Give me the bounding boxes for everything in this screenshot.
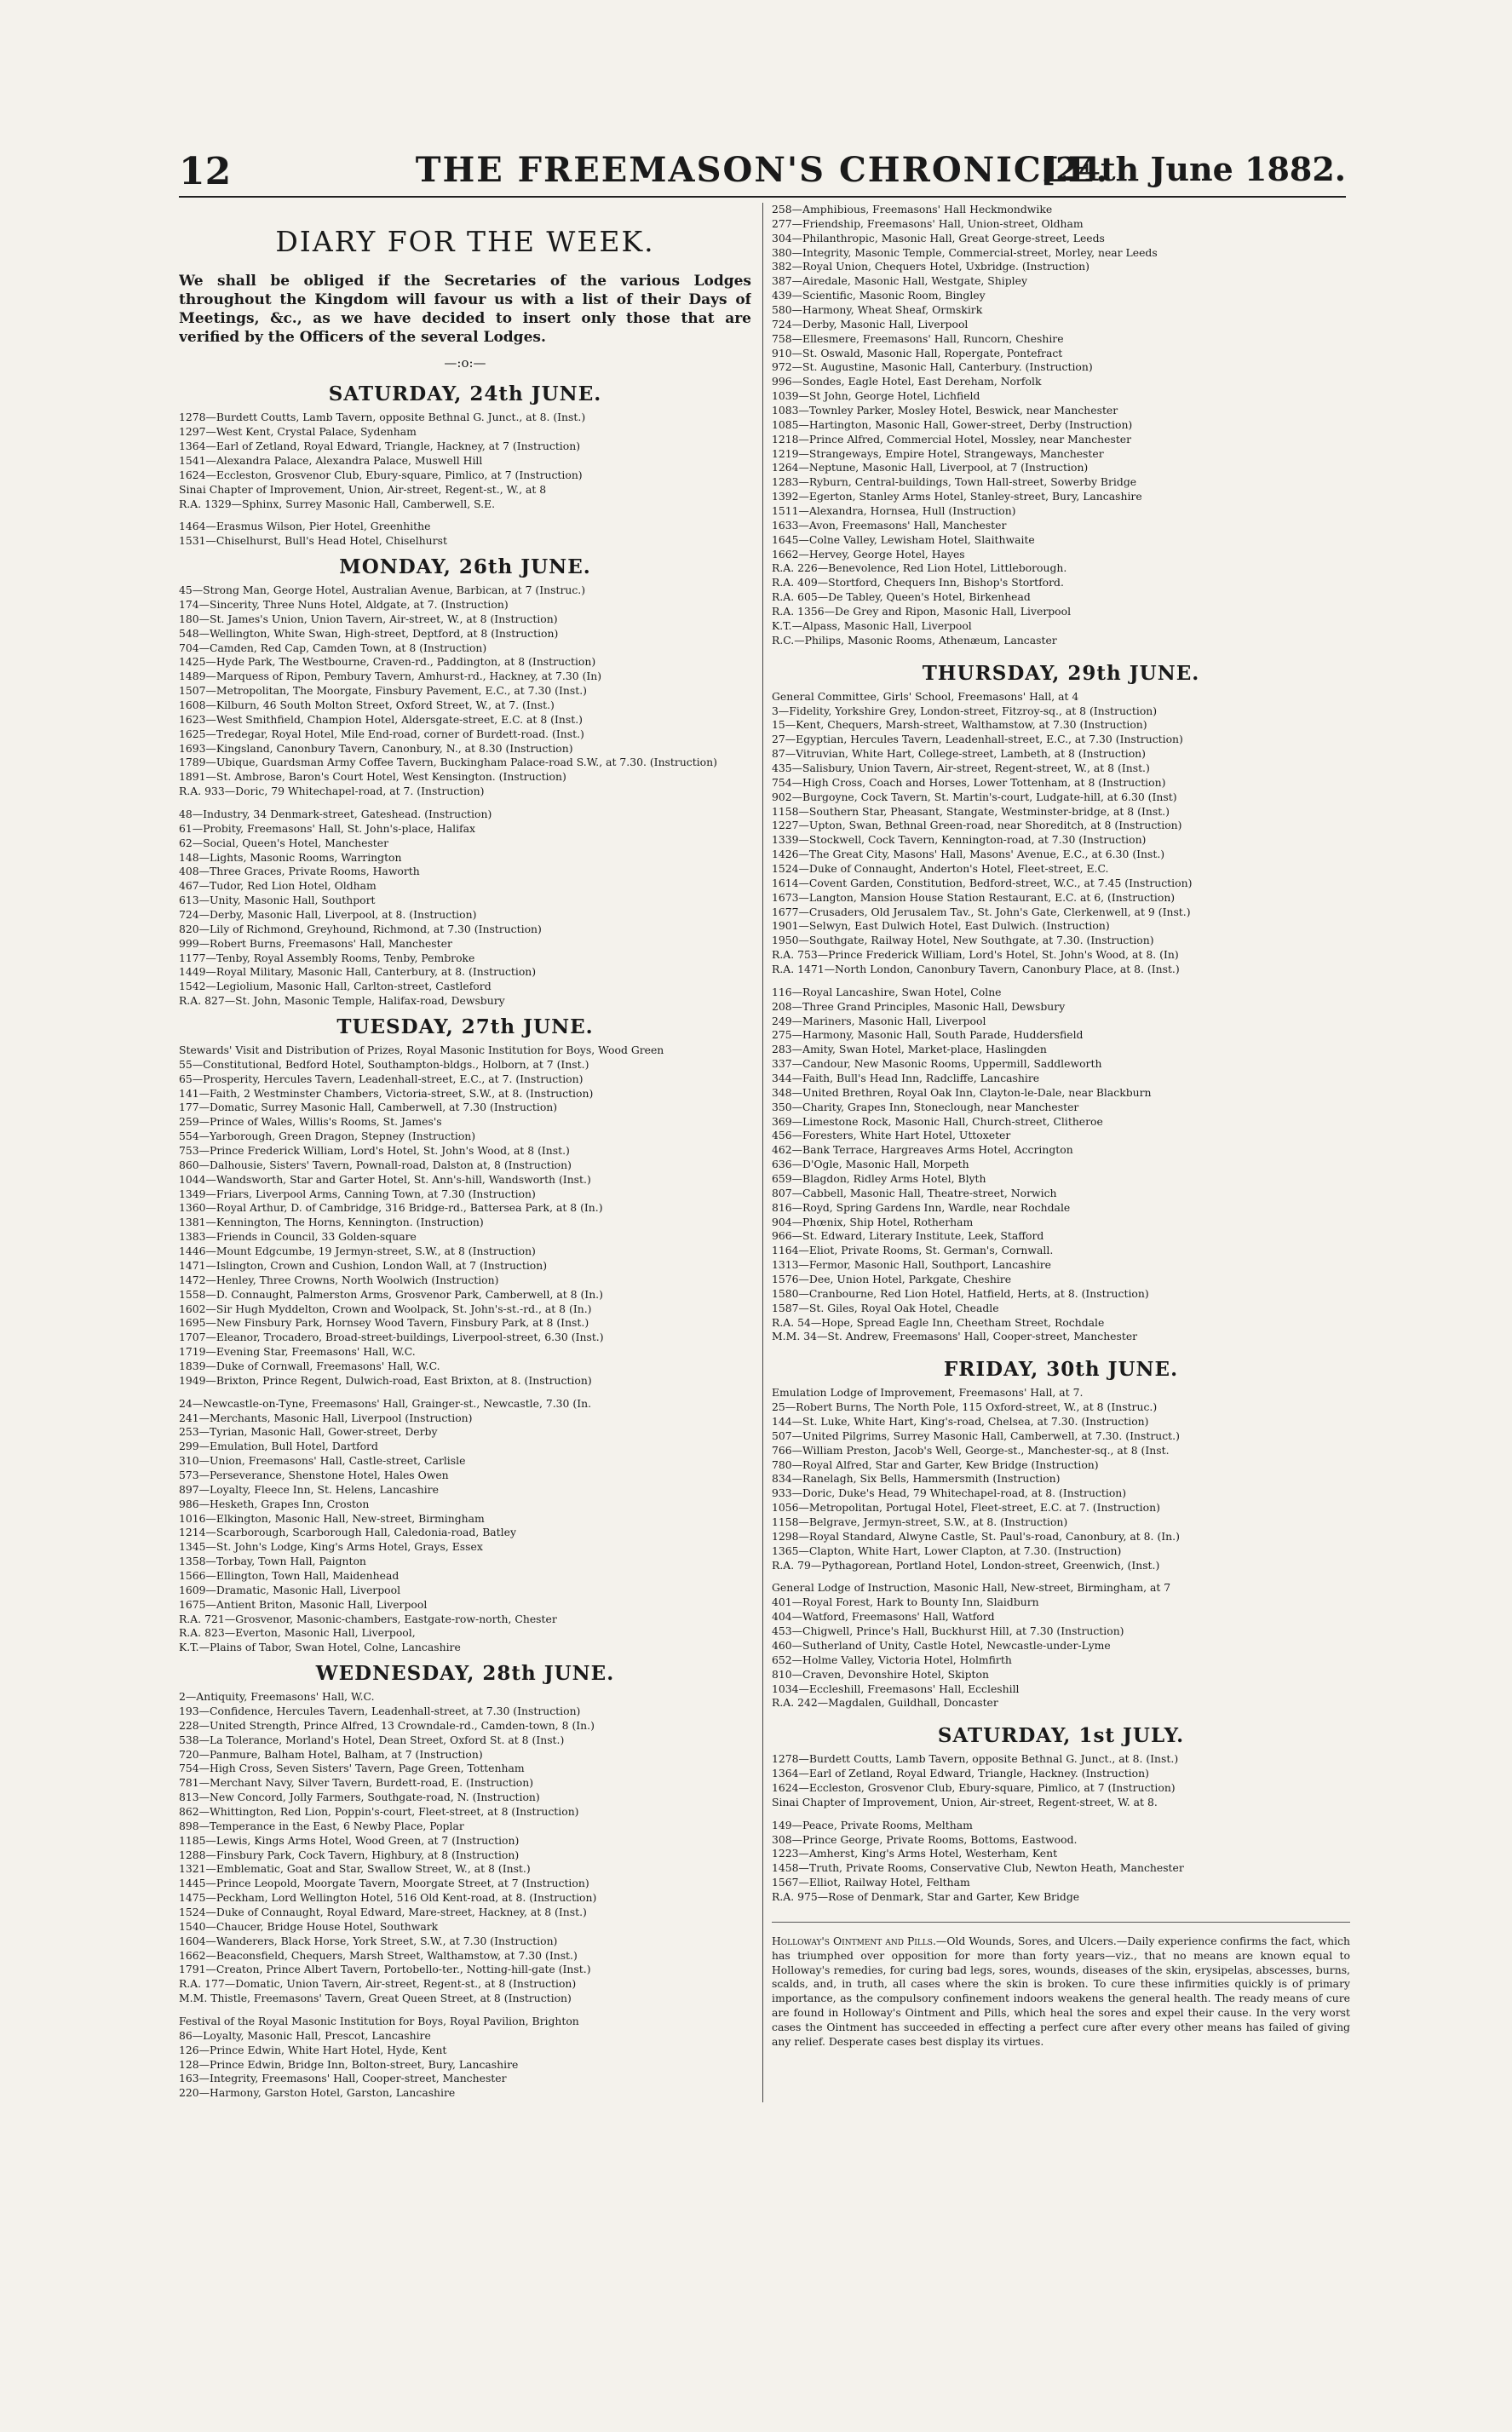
lodge-entry: 144—St. Luke, White Hart, King's-road, Chelsea, at 7.30. (Instruction) <box>772 1415 1149 1429</box>
lodge-entry: 180—St. James's Union, Union Tavern, Air-street, W., at 8 (Instruction) <box>179 612 558 625</box>
lodge-entry: 435—Salisbury, Union Tavern, Air-street, Regent-street, W., at 8 (Inst.) <box>772 761 1150 774</box>
lodge-entry: 259—Prince of Wales, Willis's Rooms, St. James's <box>179 1115 442 1129</box>
lodge-entry: 253—Tyrian, Masonic Hall, Gower-street, Derby <box>179 1425 438 1439</box>
lodge-entry: 1219—Strangeways, Empire Hotel, Strangeways, Manchester <box>772 446 1104 460</box>
lodge-entry: 820—Lily of Richmond, Greyhound, Richmond, at 7.30 (Instruction) <box>179 922 542 935</box>
lodge-entry: 1624—Eccleston, Grosvenor Club, Ebury-square, Pimlico, at 7 (Instruction) <box>772 1780 1176 1794</box>
page-header <box>179 145 1346 198</box>
lodge-entry: 720—Panmure, Balham Hotel, Balham, at 7 (Instruction) <box>179 1747 483 1761</box>
lodge-entry: 1558—D. Connaught, Palmerston Arms, Grosvenor Park, Camberwell, at 8 (In.) <box>179 1287 603 1301</box>
lodge-entry: 387—Airedale, Masonic Hall, Westgate, Shipley <box>772 274 1027 288</box>
lodge-entry: 228—United Strength, Prince Alfred, 13 Crowndale-rd., Camden-town, 8 (In.) <box>179 1718 595 1732</box>
lodge-entry: 1675—Antient Briton, Masonic Hall, Liverpool <box>179 1597 428 1611</box>
lodge-entry: 277—Friendship, Freemasons' Hall, Union-street, Oldham <box>772 216 1084 230</box>
lodge-entry: 1358—Torbay, Town Hall, Paignton <box>179 1555 366 1568</box>
lodge-entry: 966—St. Edward, Literary Institute, Leek, Stafford <box>772 1229 1044 1243</box>
lodge-entry: 208—Three Grand Principles, Masonic Hall, Dewsbury <box>772 999 1066 1013</box>
lodge-entry: 972—St. Augustine, Masonic Hall, Canterbury. (Instruction) <box>772 360 1093 374</box>
lodge-entry: 439—Scientific, Masonic Room, Bingley <box>772 289 986 302</box>
lodge-entry: Emulation Lodge of Improvement, Freemasons' Hall, at 7. <box>772 1386 1084 1400</box>
lodge-entry: 758—Ellesmere, Freemasons' Hall, Runcorn, Cheshire <box>772 331 1064 345</box>
lodge-entry: 1791—Creaton, Prince Albert Tavern, Portobello-ter., Notting-hill-gate (Inst.) <box>179 1963 591 1976</box>
lodge-entry: 1531—Chiselhurst, Bull's Head Hotel, Chiselhurst <box>179 534 447 548</box>
lodge-entry: 27—Egyptian, Hercules Tavern, Leadenhall-street, E.C., at 7.30 (Instruction) <box>772 733 1183 746</box>
lodge-entry: 1446—Mount Edgcumbe, 19 Jermyn-street, S.W., at 8 (Instruction) <box>179 1245 536 1258</box>
lodge-entry: 1445—Prince Leopold, Moorgate Tavern, Moorgate Street, at 7 (Instruction) <box>179 1877 589 1890</box>
lodge-entry: 898—Temperance in the East, 6 Newby Place, Poplar <box>179 1819 464 1832</box>
lodge-entry: 1223—Amherst, King's Arms Hotel, Westerham, Kent <box>772 1847 1058 1860</box>
group-gap <box>179 2006 751 2015</box>
page-number: 12 <box>179 150 232 193</box>
lodge-entry: 128—Prince Edwin, Bridge Inn, Bolton-street, Bury, Lancashire <box>179 2057 519 2071</box>
lodge-entry: 1083—Townley Parker, Mosley Hotel, Beswick, near Manchester <box>772 404 1118 417</box>
day-heading: SATURDAY, 1st JULY. <box>937 1724 1185 1748</box>
lodge-entry: 1339—Stockwell, Cock Tavern, Kennington-road, at 7.30 (Instruction) <box>772 833 1147 847</box>
right-sections <box>772 662 1350 1905</box>
lodge-entry: 1707—Eleanor, Trocadero, Broad-street-buildings, Liverpool-street, 6.30 (Inst.) <box>179 1331 604 1344</box>
lodge-entry: 310—Union, Freemasons' Hall, Castle-street, Carlisle <box>179 1454 466 1468</box>
lodge-entry: 2—Antiquity, Freemasons' Hall, W.C. <box>179 1690 375 1704</box>
lodge-entry: 1056—Metropolitan, Portugal Hotel, Fleet-street, E.C. at 7. (Instruction) <box>772 1501 1160 1515</box>
lodge-entry: 1365—Clapton, White Hart, Lower Clapton, at 7.30. (Instruction) <box>772 1544 1122 1557</box>
lodge-entry: R.A. 177—Domatic, Union Tavern, Air-street, Regent-st., at 8 (Instruction) <box>179 1977 577 1991</box>
lodge-entry: 126—Prince Edwin, White Hart Hotel, Hyde, Kent <box>179 2043 447 2056</box>
lodge-entry: 1383—Friends in Council, 33 Golden-square <box>179 1230 417 1244</box>
lodge-entry: 1789—Ubique, Guardsman Army Coffee Tavern, Buckingham Palace-road S.W., at 7.30. (Instruction) <box>179 756 717 769</box>
lodge-entry: 1264—Neptune, Masonic Hall, Liverpool, at 7 (Instruction) <box>772 461 1089 474</box>
lodge-entry: 3—Fidelity, Yorkshire Grey, London-street, Fitzroy-sq., at 8 (Instruction) <box>772 704 1158 717</box>
lodge-entry: 1693—Kingsland, Canonbury Tavern, Canonbury, N., at 8.30 (Instruction) <box>179 741 573 755</box>
day-heading: SATURDAY, 24th JUNE. <box>328 382 602 406</box>
lodge-entry: 780—Royal Alfred, Star and Garter, Kew Bridge (Instruction) <box>772 1457 1099 1471</box>
group-gap <box>772 1810 1350 1819</box>
lodge-entry: 1624—Eccleston, Grosvenor Club, Ebury-square, Pimlico, at 7 (Instruction) <box>179 468 583 481</box>
lodge-entry: 1566—Ellington, Town Hall, Maidenhead <box>179 1568 400 1582</box>
group-gap <box>179 511 751 520</box>
day-heading: WEDNESDAY, 28th JUNE. <box>315 1662 615 1686</box>
lodge-entry: 862—Whittington, Red Lion, Poppin's-court, Fleet-street, at 8 (Instruction) <box>179 1805 579 1818</box>
lodge-entry: 816—Royd, Spring Gardens Inn, Wardle, near Rochdale <box>772 1200 1071 1214</box>
lodge-entry: 1016—Elkington, Masonic Hall, New-street, Birmingham <box>179 1511 485 1525</box>
lodge-entry: K.T.—Alpass, Masonic Hall, Liverpool <box>772 618 972 632</box>
advert-text: —Old Wounds, Sores, and Ulcers.—Daily experience confirms the fact, which has triumphed over opposition for more than forty years—viz., that no means are known equal to Holloway's remedies, for curing bad legs, sores, wounds, diseases of the skin, erysipelas, abscesses, burns, scalds, and, in truth, all cases where the skin is broken. To cure these infirmities quickly is of primary importance, as the compulsory confinement indoors weakens the general health. The ready means of cure are found in Holloway's Ointment and Pills, which heal the sores and expel their cause. In the very worst cases the Ointment has succeeded in effecting a perfect cure after every other means has failed of giving any relief. Desperate cases best display its virtues. <box>772 1934 1350 2048</box>
lodge-entry: 1524—Duke of Connaught, Royal Edward, Mare-street, Hackney, at 8 (Inst.) <box>179 1906 587 1919</box>
lodge-entry: 1695—New Finsbury Park, Hornsey Wood Tavern, Finsbury Park, at 8 (Inst.) <box>179 1316 589 1330</box>
lodge-entry: 1158—Belgrave, Jermyn-street, S.W., at 8. (Instruction) <box>772 1515 1068 1529</box>
lodge-entry: General Lodge of Instruction, Masonic Hall, New-street, Birmingham, at 7 <box>772 1581 1171 1595</box>
lodge-entry: 62—Social, Queen's Hotel, Manchester <box>179 836 389 849</box>
lodge-entry: 1449—Royal Military, Masonic Hall, Canterbury, at 8. (Instruction) <box>179 965 537 979</box>
lodge-entry: 1297—West Kent, Crystal Palace, Sydenham <box>179 425 417 439</box>
lodge-entry: 652—Holme Valley, Victoria Hotel, Holmfirth <box>772 1653 1012 1666</box>
lodge-entry: R.A. 409—Stortford, Chequers Inn, Bishop's Stortford. <box>772 576 1064 589</box>
lodge-entry: R.A. 933—Doric, 79 Whitechapel-road, at 7. (Instruction) <box>179 785 485 798</box>
lodge-entry: R.A. 753—Prince Frederick William, Lord's Hotel, St. John's Wood, at 8. (In) <box>772 948 1179 962</box>
lodge-entry: 1949—Brixton, Prince Regent, Dulwich-road, East Brixton, at 8. (Instruction) <box>179 1373 592 1387</box>
lodge-entry: 573—Perseverance, Shenstone Hotel, Hales Owen <box>179 1468 449 1481</box>
lodge-entry: 1608—Kilburn, 46 South Molton Street, Oxford Street, W., at 7. (Inst.) <box>179 698 555 711</box>
lodge-entry: 45—Strong Man, George Hotel, Australian Avenue, Barbican, at 7 (Instruc.) <box>179 584 586 597</box>
section-divider: —:o:— <box>444 355 486 371</box>
lodge-entry: 1177—Tenby, Royal Assembly Rooms, Tenby, Pembroke <box>179 951 475 964</box>
lodge-entry: 87—Vitruvian, White Hart, College-street, Lambeth, at 8 (Instruction) <box>772 747 1146 761</box>
lodge-entry: 55—Constitutional, Bedford Hotel, Southampton-bldgs., Holborn, at 7 (Inst.) <box>179 1057 589 1071</box>
lodge-entry: 1662—Beaconsfield, Chequers, Marsh Street, Walthamstow, at 7.30 (Inst.) <box>179 1948 578 1962</box>
lodge-entry: 1587—St. Giles, Royal Oak Hotel, Cheadle <box>772 1301 999 1314</box>
lodge-entry: 220—Harmony, Garston Hotel, Garston, Lancashire <box>179 2086 456 2100</box>
lodge-entry: 1524—Duke of Connaught, Anderton's Hotel, Fleet-street, E.C. <box>772 861 1109 875</box>
lodge-entry: R.A. 827—St. John, Masonic Temple, Halifax-road, Dewsbury <box>179 994 505 1008</box>
lodge-entry: 467—Tudor, Red Lion Hotel, Oldham <box>179 879 377 893</box>
lodge-entry: 538—La Tolerance, Morland's Hotel, Dean Street, Oxford St. at 8 (Inst.) <box>179 1733 565 1746</box>
lodge-entry: 1392—Egerton, Stanley Arms Hotel, Stanley-street, Bury, Lancashire <box>772 490 1142 503</box>
lodge-entry: 1511—Alexandra, Hornsea, Hull (Instruction) <box>772 504 1016 518</box>
lodge-entry: R.A. 975—Rose of Denmark, Star and Garter, Kew Bridge <box>772 1889 1080 1903</box>
group-gap <box>179 1388 751 1397</box>
lodge-entry: 902—Burgoyne, Cock Tavern, St. Martin's-court, Ludgate-hill, at 6.30 (Inst) <box>772 790 1177 803</box>
lodge-entry: 141—Faith, 2 Westminster Chambers, Victoria-street, S.W., at 8. (Instruction) <box>179 1086 594 1100</box>
lodge-entry: 996—Sondes, Eagle Hotel, East Dereham, Norfolk <box>772 375 1042 388</box>
lodge-entry: 1625—Tredegar, Royal Hotel, Mile End-road, corner of Burdett-road. (Inst.) <box>179 727 584 740</box>
lodge-entry: 1214—Scarborough, Scarborough Hall, Caledonia-road, Batley <box>179 1526 516 1539</box>
lodge-entry: R.A. 226—Benevolence, Red Lion Hotel, Littleborough. <box>772 561 1067 575</box>
lodge-entry: 704—Camden, Red Cap, Camden Town, at 8 (Instruction) <box>179 641 487 654</box>
lodge-entry: R.A. 79—Pythagorean, Portland Hotel, London-street, Greenwich, (Inst.) <box>772 1558 1160 1572</box>
lodge-entry: 369—Limestone Rock, Masonic Hall, Church-street, Clitheroe <box>772 1114 1103 1128</box>
lodge-entry: 1227—Upton, Swan, Bethnal Green-road, near Shoreditch, at 8 (Instruction) <box>772 819 1182 832</box>
lodge-entry: 65—Prosperity, Hercules Tavern, Leadenhall-street, E.C., at 7. (Instruction) <box>179 1072 584 1085</box>
wednesday-continued-list <box>772 203 1350 648</box>
lodge-entry: 1542—Legiolium, Masonic Hall, Carlton-street, Castleford <box>179 980 492 993</box>
lodge-entry: 382—Royal Union, Chequers Hotel, Uxbridge. (Instruction) <box>772 260 1089 273</box>
lodge-entry: 258—Amphibious, Freemasons' Hall Heckmondwike <box>772 203 1053 216</box>
lodge-entry: 15—Kent, Chequers, Marsh-street, Walthamstow, at 7.30 (Instruction) <box>772 718 1147 732</box>
lodge-entry: 1164—Eliot, Private Rooms, St. German's, Cornwall. <box>772 1244 1054 1257</box>
lodge-entry: Sinai Chapter of Improvement, Union, Air-street, Regent-street, W. at 8. <box>772 1795 1158 1808</box>
lodge-entry: 1567—Elliot, Railway Hotel, Feltham <box>772 1876 970 1889</box>
lodge-entry: 904—Phœnix, Ship Hotel, Rotherham <box>772 1215 974 1228</box>
lodge-entry: 1475—Peckham, Lord Wellington Hotel, 516 Old Kent-road, at 8. (Instruction) <box>179 1891 597 1905</box>
lodge-entry: 1321—Emblematic, Goat and Star, Swallow Street, W., at 8 (Inst.) <box>179 1862 531 1876</box>
lodge-entry: 1039—St John, George Hotel, Lichfield <box>772 389 980 403</box>
group-gap <box>772 977 1350 986</box>
lodge-entry: 613—Unity, Masonic Hall, Southport <box>179 894 376 907</box>
lodge-entry: R.A. 54—Hope, Spread Eagle Inn, Cheetham Street, Rochdale <box>772 1315 1105 1329</box>
lodge-entry: 1614—Covent Garden, Constitution, Bedford-street, W.C., at 7.45 (Instruction) <box>772 876 1193 889</box>
lodge-entry: 810—Craven, Devonshire Hotel, Skipton <box>772 1667 989 1681</box>
lodge-entry: R.A. 1329—Sphinx, Surrey Masonic Hall, Camberwell, S.E. <box>179 497 496 510</box>
lodge-entry: 1085—Hartington, Masonic Hall, Gower-street, Derby (Instruction) <box>772 417 1133 431</box>
lodge-entry: 24—Newcastle-on-Tyne, Freemasons' Hall, Grainger-st., Newcastle, 7.30 (In. <box>179 1396 592 1410</box>
lodge-entry: 580—Harmony, Wheat Sheaf, Ormskirk <box>772 303 983 317</box>
lodge-entry: R.A. 1471—North London, Canonbury Tavern, Canonbury Place, at 8. (Inst.) <box>772 962 1180 975</box>
lodge-entry: 408—Three Graces, Private Rooms, Haworth <box>179 865 420 878</box>
lodge-entry: 401—Royal Forest, Hark to Bounty Inn, Slaidburn <box>772 1595 1039 1609</box>
lodge-entry: R.A. 823—Everton, Masonic Hall, Liverpool, <box>179 1626 416 1640</box>
lodge-entry: 299—Emulation, Bull Hotel, Dartford <box>179 1440 378 1453</box>
diary-title: DIARY FOR THE WEEK. <box>275 225 655 258</box>
lodge-entry: 350—Charity, Grapes Inn, Stoneclough, near Manchester <box>772 1100 1079 1113</box>
lodge-entry: 1471—Islington, Crown and Cushion, London Wall, at 7 (Instruction) <box>179 1258 548 1272</box>
lodge-entry: 1425—Hyde Park, The Westbourne, Craven-rd., Paddington, at 8 (Instruction) <box>179 655 596 669</box>
lodge-entry: 724—Derby, Masonic Hall, Liverpool, at 8. (Instruction) <box>179 908 477 922</box>
lodge-entry: 1349—Friars, Liverpool Arms, Canning Town, at 7.30 (Instruction) <box>179 1187 536 1200</box>
lodge-entry: 1489—Marquess of Ripon, Pembury Tavern, Amhurst-rd., Hackney, at 7.30 (In) <box>179 670 602 683</box>
lodge-entry: 1633—Avon, Freemasons' Hall, Manchester <box>772 518 1007 532</box>
lodge-entry: R.C.—Philips, Masonic Rooms, Athenæum, Lancaster <box>772 633 1057 647</box>
lodge-entry: 1044—Wandsworth, Star and Garter Hotel, St. Ann's-hill, Wandsworth (Inst.) <box>179 1172 591 1186</box>
lodge-entry: 304—Philanthropic, Masonic Hall, Great George-street, Leeds <box>772 231 1105 244</box>
day-heading: FRIDAY, 30th JUNE. <box>943 1358 1179 1382</box>
lodge-entry: 548—Wellington, White Swan, High-street, Deptford, at 8 (Instruction) <box>179 626 559 640</box>
lodge-entry: 163—Integrity, Freemasons' Hall, Cooper-street, Manchester <box>179 2072 507 2085</box>
lodge-entry: 897—Loyalty, Fleece Inn, St. Helens, Lancashire <box>179 1482 439 1496</box>
lodge-entry: 1034—Eccleshill, Freemasons' Hall, Eccleshill <box>772 1682 1020 1695</box>
lodge-entry: 404—Watford, Freemasons' Hall, Watford <box>772 1610 995 1624</box>
issue-date: [24th June 1882. <box>1040 150 1346 188</box>
lodge-entry: 193—Confidence, Hercules Tavern, Leadenhall-street, at 7.30 (Instruction) <box>179 1704 581 1717</box>
right-column <box>762 203 1350 2102</box>
lodge-entry: 453—Chigwell, Prince's Hall, Buckhurst Hill, at 7.30 (Instruction) <box>772 1624 1124 1638</box>
holloway-advertisement <box>772 1922 1350 2050</box>
advert-lead: Holloway's Ointment and Pills. <box>772 1934 936 1947</box>
lodge-entry: 456—Foresters, White Hart Hotel, Uttoxeter <box>772 1129 1011 1142</box>
lodge-entry: 348—United Brethren, Royal Oak Inn, Clayton-le-Dale, near Blackburn <box>772 1085 1152 1099</box>
lodge-entry: 48—Industry, 34 Denmark-street, Gateshead. (Instruction) <box>179 808 492 820</box>
lodge-entry: 834—Ranelagh, Six Bells, Hammersmith (Instruction) <box>772 1472 1061 1486</box>
lodge-entry: 813—New Concord, Jolly Farmers, Southgate-road, N. (Instruction) <box>179 1791 540 1804</box>
lodge-entry: General Committee, Girls' School, Freemasons' Hall, at 4 <box>772 689 1079 703</box>
lodge-entry: 61—Probity, Freemasons' Hall, St. John's-place, Halifax <box>179 821 475 835</box>
lodge-entry: 1891—St. Ambrose, Baron's Court Hotel, West Kensington. (Instruction) <box>179 770 566 784</box>
lodge-entry: 380—Integrity, Masonic Temple, Commercial-street, Morley, near Leeds <box>772 245 1158 259</box>
lodge-entry: 344—Faith, Bull's Head Inn, Radcliffe, Lancashire <box>772 1071 1040 1084</box>
lodge-entry: 86—Loyalty, Masonic Hall, Prescot, Lancashire <box>179 2028 431 2042</box>
lodge-entry: 148—Lights, Masonic Rooms, Warrington <box>179 850 402 864</box>
day-heading: TUESDAY, 27th JUNE. <box>336 1015 594 1039</box>
lodge-entry: 1673—Langton, Mansion House Station Restaurant, E.C. at 6, (Instruction) <box>772 890 1176 904</box>
lodge-entry: 1541—Alexandra Palace, Alexandra Palace, Muswell Hill <box>179 453 483 467</box>
lodge-entry: 1364—Earl of Zetland, Royal Edward, Triangle, Hackney, at 7 (Instruction) <box>179 440 581 453</box>
lodge-entry: 1313—Fermor, Masonic Hall, Southport, Lancashire <box>772 1258 1051 1272</box>
lodge-entry: 460—Sutherland of Unity, Castle Hotel, Newcastle-under-Lyme <box>772 1638 1111 1652</box>
lodge-entry: 753—Prince Frederick William, Lord's Hotel, St. John's Wood, at 8 (Inst.) <box>179 1144 570 1158</box>
lodge-entry: 174—Sincerity, Three Nuns Hotel, Aldgate, at 7. (Instruction) <box>179 597 509 611</box>
lodge-entry: R.A. 721—Grosvenor, Masonic-chambers, Eastgate-row-north, Chester <box>179 1612 557 1625</box>
lodge-entry: 659—Blagdon, Ridley Arms Hotel, Blyth <box>772 1172 986 1185</box>
lodge-entry: 1950—Southgate, Railway Hotel, New Southgate, at 7.30. (Instruction) <box>772 934 1154 947</box>
lodge-entry: M.M. Thistle, Freemasons' Tavern, Great Queen Street, at 8 (Instruction) <box>179 1992 572 2005</box>
lodge-entry: 116—Royal Lancashire, Swan Hotel, Colne <box>772 985 1002 998</box>
lodge-entry: 507—United Pilgrims, Surrey Masonic Hall, Camberwell, at 7.30. (Instruct.) <box>772 1429 1180 1442</box>
lodge-entry: 1576—Dee, Union Hotel, Parkgate, Cheshire <box>772 1273 1012 1286</box>
lodge-entry: 1283—Ryburn, Central-buildings, Town Hall-street, Sowerby Bridge <box>772 475 1137 489</box>
lodge-entry: 1540—Chaucer, Bridge House Hotel, Southwark <box>179 1919 439 1933</box>
group-gap <box>772 1572 1350 1581</box>
lodge-entry: 807—Cabbell, Masonic Hall, Theatre-street, Norwich <box>772 1186 1057 1199</box>
lodge-entry: 1464—Erasmus Wilson, Pier Hotel, Greenhithe <box>179 520 431 533</box>
lodge-entry: 177—Domatic, Surrey Masonic Hall, Camberwell, at 7.30 (Instruction) <box>179 1101 558 1114</box>
lodge-entry: Sinai Chapter of Improvement, Union, Air-street, Regent-st., W., at 8 <box>179 482 547 496</box>
lodge-entry: 1901—Selwyn, East Dulwich Hotel, East Dulwich. (Instruction) <box>772 919 1110 933</box>
lodge-entry: R.A. 242—Magdalen, Guildhall, Doncaster <box>772 1696 998 1710</box>
lodge-entry: 1364—Earl of Zetland, Royal Edward, Triangle, Hackney. (Instruction) <box>772 1767 1149 1780</box>
lodge-entry: 1185—Lewis, Kings Arms Hotel, Wood Green, at 7 (Instruction) <box>179 1833 520 1847</box>
day-heading: THURSDAY, 29th JUNE. <box>922 661 1200 685</box>
lodge-entry: 149—Peace, Private Rooms, Meltham <box>772 1818 973 1831</box>
lodge-entry: 1580—Cranbourne, Red Lion Hotel, Hatfield, Herts, at 8. (Instruction) <box>772 1286 1149 1300</box>
lodge-entry: 337—Candour, New Masonic Rooms, Uppermill, Saddleworth <box>772 1057 1102 1071</box>
lodge-entry: 1472—Henley, Three Crowns, North Woolwich (Instruction) <box>179 1273 499 1286</box>
lodge-entry: 999—Robert Burns, Freemasons' Hall, Manchester <box>179 936 452 950</box>
newspaper-title: THE FREEMASON'S CHRONICLE. <box>415 150 1110 190</box>
lodge-entry: R.A. 605—De Tabley, Queen's Hotel, Birkenhead <box>772 590 1031 604</box>
lodge-entry: 1360—Royal Arthur, D. of Cambridge, 316 Bridge-rd., Battersea Park, at 8 (In.) <box>179 1201 603 1215</box>
lodge-entry: 933—Doric, Duke's Head, 79 Whitechapel-road, at 8. (Instruction) <box>772 1486 1127 1500</box>
lodge-entry: 1218—Prince Alfred, Commercial Hotel, Mossley, near Manchester <box>772 432 1132 446</box>
lodge-entry: K.T.—Plains of Tabor, Swan Hotel, Colne, Lancashire <box>179 1641 461 1654</box>
lodge-entry: 25—Robert Burns, The North Pole, 115 Oxford-street, W., at 8 (Instruc.) <box>772 1400 1158 1414</box>
lodge-entry: 275—Harmony, Masonic Hall, South Parade, Huddersfield <box>772 1028 1084 1042</box>
day-heading: MONDAY, 26th JUNE. <box>339 555 591 579</box>
lodge-entry: 781—Merchant Navy, Silver Tavern, Burdett-road, E. (Instruction) <box>179 1776 534 1790</box>
lodge-entry: M.M. 34—St. Andrew, Freemasons' Hall, Cooper-street, Manchester <box>772 1330 1138 1343</box>
left-column <box>179 203 751 2102</box>
lodge-entry: 308—Prince George, Private Rooms, Bottoms, Eastwood. <box>772 1832 1078 1846</box>
lodge-entry: 1602—Sir Hugh Myddelton, Crown and Woolpack, St. John's-st.-rd., at 8 (In.) <box>179 1302 592 1315</box>
lodge-entry: 1298—Royal Standard, Alwyne Castle, St. Paul's-road, Canonbury, at 8. (In.) <box>772 1529 1180 1543</box>
lodge-entry: 636—D'Ogle, Masonic Hall, Morpeth <box>772 1158 969 1171</box>
lodge-entry: 754—High Cross, Coach and Horses, Lower Tottenham, at 8 (Instruction) <box>772 775 1166 789</box>
lodge-entry: 1278—Burdett Coutts, Lamb Tavern, opposite Bethnal G. Junct., at 8. (Inst.) <box>772 1752 1179 1766</box>
lodge-entry: 1381—Kennington, The Horns, Kennington. (Instruction) <box>179 1216 484 1229</box>
lodge-entry: 554—Yarborough, Green Dragon, Stepney (Instruction) <box>179 1130 476 1143</box>
lodge-entry: Festival of the Royal Masonic Institution for Boys, Royal Pavilion, Brighton <box>179 2015 579 2028</box>
lodge-entry: 1288—Finsbury Park, Cock Tavern, Highbury, at 8 (Instruction) <box>179 1848 520 1861</box>
lodge-entry: 860—Dalhousie, Sisters' Tavern, Pownall-road, Dalston at, 8 (Instruction) <box>179 1158 572 1171</box>
lodge-entry: 986—Hesketh, Grapes Inn, Croston <box>179 1497 370 1510</box>
lodge-entry: 724—Derby, Masonic Hall, Liverpool <box>772 317 969 331</box>
lodge-entry: 1158—Southern Star, Pheasant, Stangate, Westminster-bridge, at 8 (Inst.) <box>772 804 1170 818</box>
lodge-entry: 910—St. Oswald, Masonic Hall, Ropergate, Pontefract <box>772 346 1063 359</box>
lodge-entry: 766—William Preston, Jacob's Well, George-st., Manchester-sq., at 8 (Inst. <box>772 1443 1170 1457</box>
lodge-entry: 1609—Dramatic, Masonic Hall, Liverpool <box>179 1583 401 1596</box>
lodge-entry: 1645—Colne Valley, Lewisham Hotel, Slaithwaite <box>772 532 1035 546</box>
lodge-entry: 1677—Crusaders, Old Jerusalem Tav., St. John's Gate, Clerkenwell, at 9 (Inst.) <box>772 905 1191 918</box>
lodge-entry: 1426—The Great City, Masons' Hall, Masons' Avenue, E.C., at 6.30 (Inst.) <box>772 848 1165 861</box>
lodge-entry: 283—Amity, Swan Hotel, Market-place, Haslingden <box>772 1043 1047 1056</box>
lodge-entry: 1278—Burdett Coutts, Lamb Tavern, opposite Bethnal G. Junct., at 8. (Inst.) <box>179 411 586 424</box>
lodge-entry: R.A. 1356—De Grey and Ripon, Masonic Hall, Liverpool <box>772 605 1072 618</box>
lodge-entry: 1662—Hervey, George Hotel, Hayes <box>772 547 965 561</box>
lodge-entry: 249—Mariners, Masonic Hall, Liverpool <box>772 1014 986 1027</box>
lodge-entry: 1604—Wanderers, Black Horse, York Street, S.W., at 7.30 (Instruction) <box>179 1934 558 1947</box>
lodge-entry: 462—Bank Terrace, Hargreaves Arms Hotel, Accrington <box>772 1143 1073 1157</box>
lodge-entry: 754—High Cross, Seven Sisters' Tavern, Page Green, Tottenham <box>179 1762 525 1775</box>
lodge-entry: 1507—Metropolitan, The Moorgate, Finsbury Pavement, E.C., at 7.30 (Inst.) <box>179 684 587 698</box>
lodge-entry: 1458—Truth, Private Rooms, Conservative Club, Newton Heath, Manchester <box>772 1861 1184 1875</box>
lodge-entry: Stewards' Visit and Distribution of Prizes, Royal Masonic Institution for Boys, Wood Green <box>179 1044 664 1057</box>
diary-intro: We shall be obliged if the Secretaries of the various Lodges throughout the Kingdom will favour us with a list of their Days of Meetings, &c., as we have decided to insert only those that are verified by the Officers of the several Lodges. <box>179 273 751 347</box>
left-sections <box>179 382 751 2101</box>
lodge-entry: 241—Merchants, Masonic Hall, Liverpool (Instruction) <box>179 1411 473 1424</box>
lodge-entry: 1345—St. John's Lodge, King's Arms Hotel, Grays, Essex <box>179 1540 483 1554</box>
group-gap <box>179 799 751 808</box>
lodge-entry: 1719—Evening Star, Freemasons' Hall, W.C. <box>179 1345 416 1359</box>
lodge-entry: 1623—West Smithfield, Champion Hotel, Aldersgate-street, E.C. at 8 (Inst.) <box>179 712 583 726</box>
lodge-entry: 1839—Duke of Cornwall, Freemasons' Hall, W.C. <box>179 1359 440 1372</box>
